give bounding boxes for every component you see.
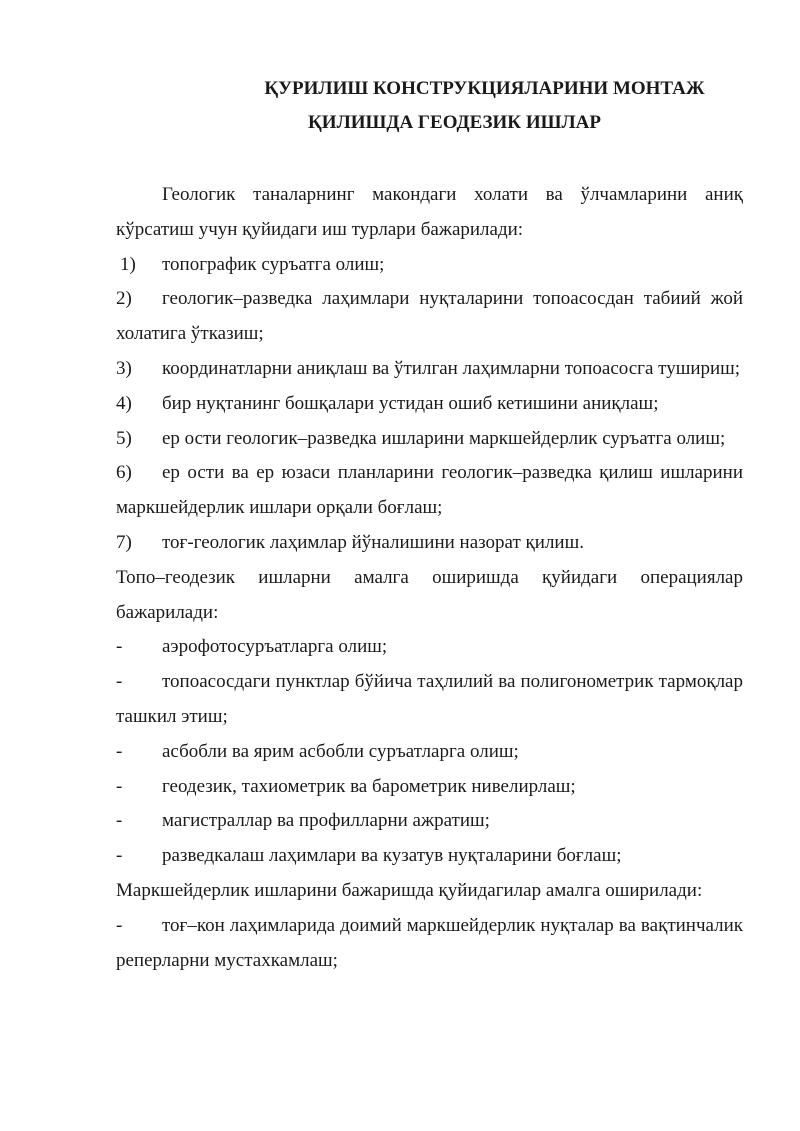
list-marker: 3): [116, 357, 132, 379]
topo-list: [116, 630, 743, 874]
list-item-text: магистраллар ва профилларни ажратиш;: [162, 810, 490, 832]
list-item-text: топоасосдаги пунктлар бўйича таҳлилий ва полигонометрик тармоқлар ташкил этиш;: [116, 671, 743, 727]
list-marker: -: [116, 810, 123, 832]
list-marker: -: [116, 775, 123, 797]
list-item-text: тоғ-геологик лаҳимлар йўналишини назорат қилиш.: [162, 531, 584, 553]
page-title: [116, 72, 743, 140]
list-item-text: топографик суръатга олиш;: [162, 253, 385, 275]
list-marker: -: [116, 845, 123, 867]
list-item-text: аэрофотосуръатларга олиш;: [162, 636, 388, 658]
list-item-text: геодезик, тахиометрик ва барометрик нивелирлаш;: [162, 775, 576, 797]
list-item: [116, 770, 743, 805]
list-item: [116, 735, 743, 770]
list-item: [116, 248, 743, 283]
list-item-text: ер ости геологик–разведка ишларини маркшейдерлик суръатга олиш;: [162, 427, 726, 449]
list-item-text: геологик–разведка лаҳимлари нуқталарини топоасосдан табиий жой холатига ўтказиш;: [116, 288, 743, 345]
list-marker: 6): [116, 462, 132, 484]
list-item: [116, 665, 743, 735]
list-marker: -: [116, 636, 123, 658]
list-item-text: асбобли ва ярим асбобли суръатларга олиш;: [162, 740, 519, 762]
intro-paragraph: Геологик таналарнинг макондаги холати ва ўлчамларини аниқ кўрсатиш учун қуйидаги иш турлари бажарилади:: [116, 184, 743, 240]
list-marker: 1): [120, 253, 136, 275]
list-item-text: тоғ–кон лаҳимларида доимий маркшейдерлик нуқталар ва вақтинчалик реперларни мустахкамлаш;: [116, 914, 743, 971]
list-marker: 5): [116, 427, 132, 449]
list-item: [116, 839, 743, 874]
list-item-text: ер ости ва ер юзаси планларини геологик–разведка қилиш ишларини маркшейдерлик ишлари орқали боғлаш;: [116, 462, 743, 519]
list-item-text: разведкалаш лаҳимлари ва кузатув нуқталарини боғлаш;: [162, 845, 622, 867]
list-item: [116, 282, 743, 352]
list-item: [116, 456, 743, 526]
list-item: [116, 909, 743, 979]
list-item: [116, 630, 743, 665]
list-marker: 4): [116, 392, 132, 414]
list-marker: -: [116, 914, 123, 936]
mine-intro-paragraph: Маркшейдерлик ишларини бажаришда қуйидагилар амалга оширилади:: [116, 879, 703, 901]
numbered-list: [116, 248, 743, 561]
topo-intro-paragraph: Топо–геодезик ишларни амалга оширишда қуйидаги операциялар бажарилади:: [116, 566, 743, 623]
list-item: [116, 352, 743, 387]
list-item: [116, 526, 743, 561]
list-item: [116, 387, 743, 422]
title-spacer: [116, 140, 743, 178]
list-marker: 2): [116, 288, 132, 310]
mine-list: [116, 909, 743, 979]
document-page: [116, 72, 743, 978]
list-item-text: бир нуқтанинг бошқалари устидан ошиб кетишини аниқлаш;: [162, 392, 659, 414]
list-marker: -: [116, 671, 123, 693]
list-item-text: координатларни аниқлаш ва ўтилган лаҳимларни топоасосга тушириш;: [162, 357, 741, 379]
list-item: [116, 422, 743, 457]
list-marker: -: [116, 740, 123, 762]
list-item: [116, 804, 743, 839]
title-line-1: ҚУРИЛИШ КОНСТРУКЦИЯЛАРИНИ МОНТАЖ: [264, 78, 705, 99]
title-line-2: ҚИЛИШДА ГЕОДЕЗИК ИШЛАР: [308, 112, 601, 133]
list-marker: 7): [116, 531, 132, 553]
